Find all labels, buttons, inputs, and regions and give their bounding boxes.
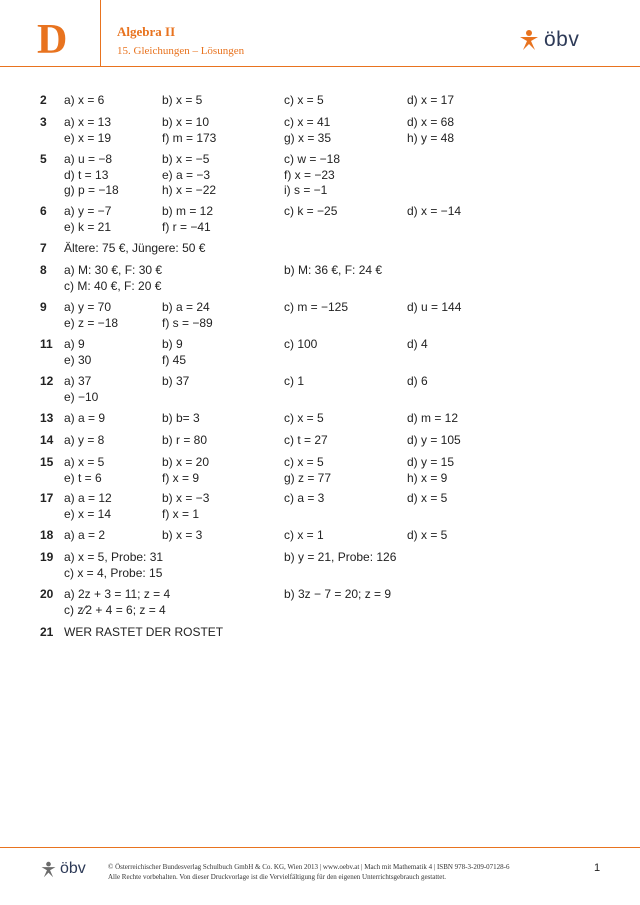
answer-item: d) x = −14	[407, 204, 462, 218]
answer-item: d) x = 68	[407, 115, 455, 129]
exercise-number: 5	[40, 152, 47, 166]
answer-item: a) y = 70	[64, 300, 112, 314]
copyright-line-1: © Österreichischer Bundesverlag Schulbuch GmbH & Co. KG, Wien 2013 | www.oebv.at | Mach mit Mathematik 4 | ISBN 978-3-209-07128-6	[108, 863, 510, 871]
answer-item: c) x = 41	[284, 115, 331, 129]
answer-row	[0, 204, 640, 219]
header-rule	[0, 66, 640, 67]
answer-item: c) x = 5	[284, 411, 324, 425]
answer-item: b) x = 5	[162, 93, 203, 107]
answer-row	[0, 491, 640, 506]
answer-item: WER RASTET DER ROSTET	[64, 625, 224, 639]
section-letter: D	[37, 17, 68, 63]
exercise-number: 13	[40, 411, 54, 425]
answer-item: d) 4	[407, 337, 428, 351]
answer-item: e) a = −3	[162, 167, 211, 182]
answer-item: c) t = 27	[284, 433, 328, 447]
answer-item: e) x = 14	[64, 506, 112, 521]
answer-item: f) s = −89	[162, 315, 213, 330]
chapter-subtitle: 15. Gleichungen – Lösungen	[117, 45, 245, 57]
answer-row	[0, 455, 640, 470]
exercise-number: 11	[40, 337, 53, 351]
answer-item: c) a = 3	[284, 491, 325, 505]
exercise-number: 12	[40, 374, 54, 388]
answer-item: f) m = 173	[162, 130, 217, 145]
answer-item: b) 9	[162, 337, 183, 351]
answer-item: e) k = 21	[64, 219, 112, 234]
answer-row	[0, 625, 640, 640]
answer-row	[0, 316, 640, 331]
answer-row	[0, 411, 640, 426]
answer-row	[0, 433, 640, 448]
exercise-number: 14	[40, 433, 54, 447]
chapter-title: Algebra II	[117, 24, 176, 39]
answer-item: d) x = 5	[407, 491, 448, 505]
answer-item: a) M: 30 €, F: 30 €	[64, 263, 163, 277]
answer-item: e) −10	[64, 389, 99, 404]
answer-item: c) z⁄2 + 4 = 6; z = 4	[64, 602, 166, 617]
answer-item: g) p = −18	[64, 183, 119, 197]
answer-item: Ältere: 75 €, Jüngere: 50 €	[64, 241, 206, 255]
answer-item: d) m = 12	[407, 411, 459, 425]
exercise-number: 20	[40, 587, 54, 601]
answer-item: h) x = −22	[162, 183, 217, 197]
exercise-number: 8	[40, 263, 47, 277]
answer-item: a) a = 9	[64, 411, 106, 425]
answer-item: a) u = −8	[64, 152, 113, 166]
answer-row	[0, 603, 640, 618]
answer-item: b) x = −3	[162, 491, 210, 505]
exercise-number: 6	[40, 204, 47, 218]
answer-item: i) s = −1	[284, 183, 328, 197]
answer-item: d) y = 15	[407, 455, 455, 469]
answer-item: c) x = 4, Probe: 15	[64, 565, 163, 580]
answer-item: f) x = 1	[162, 506, 200, 521]
answer-item: d) x = 17	[407, 93, 455, 107]
answer-row	[0, 279, 640, 294]
copyright-notice	[108, 862, 510, 882]
answer-item: b) M: 36 €, F: 24 €	[284, 263, 383, 277]
answer-item: b) r = 80	[162, 433, 208, 447]
answer-item: f) r = −41	[162, 219, 211, 234]
answer-item: d) 6	[407, 374, 428, 388]
answer-item: a) x = 5	[64, 455, 105, 469]
star-person-icon	[40, 861, 57, 878]
exercise-number: 15	[40, 455, 54, 469]
answer-row	[0, 587, 640, 602]
answer-item: g) z = 77	[284, 470, 332, 485]
publisher-logo	[518, 28, 579, 52]
answer-item: e) z = −18	[64, 315, 119, 330]
answer-item: a) x = 6	[64, 93, 105, 107]
answer-item: b) a = 24	[162, 300, 210, 314]
answer-item: b) y = 21, Probe: 126	[284, 550, 397, 564]
answer-row	[0, 300, 640, 315]
exercise-number: 19	[40, 550, 54, 564]
exercise-number: 7	[40, 241, 47, 255]
answer-row	[0, 507, 640, 522]
answer-row	[0, 528, 640, 543]
answer-row	[0, 337, 640, 352]
answer-row	[0, 183, 640, 198]
answer-item: b) 3z − 7 = 20; z = 9	[284, 587, 392, 601]
answer-row	[0, 374, 640, 389]
page-header	[0, 0, 640, 67]
answer-item: a) a = 2	[64, 528, 106, 542]
answer-row	[0, 168, 640, 183]
answer-row	[0, 471, 640, 486]
answer-item: a) x = 13	[64, 115, 112, 129]
answer-item: a) x = 5, Probe: 31	[64, 550, 164, 564]
answer-item: f) x = −23	[284, 167, 335, 182]
answer-item: h) x = 9	[407, 470, 448, 485]
exercise-number: 2	[40, 93, 47, 107]
page-number: 1	[594, 862, 601, 874]
answer-item: a) 37	[64, 374, 92, 388]
answer-item: b) 37	[162, 374, 190, 388]
answer-item: g) x = 35	[284, 130, 332, 145]
answer-item: a) y = −7	[64, 204, 112, 218]
answer-row	[0, 241, 640, 256]
answer-item: c) x = 1	[284, 528, 324, 542]
answer-item: b) x = 3	[162, 528, 203, 542]
answer-item: c) x = 5	[284, 455, 324, 469]
answer-item: a) y = 8	[64, 433, 105, 447]
answer-item: h) y = 48	[407, 130, 455, 145]
answer-item: c) M: 40 €, F: 20 €	[64, 278, 162, 293]
exercise-number: 17	[40, 491, 54, 505]
exercise-number: 9	[40, 300, 47, 314]
footer-rule	[0, 847, 640, 848]
star-person-icon	[518, 29, 540, 51]
answer-row	[0, 353, 640, 368]
answer-row	[0, 550, 640, 565]
answer-row	[0, 566, 640, 581]
exercise-number: 18	[40, 528, 54, 542]
footer-logo-text: öbv	[60, 860, 86, 877]
exercise-number: 21	[40, 625, 54, 639]
answer-row	[0, 390, 640, 405]
answer-item: c) 1	[284, 374, 305, 388]
answer-item: b) x = 10	[162, 115, 210, 129]
answer-item: f) x = 9	[162, 470, 200, 485]
header-divider	[100, 0, 101, 66]
answer-item: c) m = −125	[284, 300, 349, 314]
answer-row	[0, 263, 640, 278]
answer-row	[0, 152, 640, 167]
exercise-number: 3	[40, 115, 47, 129]
answer-item: e) 30	[64, 352, 92, 367]
answer-item: a) 2z + 3 = 11; z = 4	[64, 587, 171, 601]
answer-item: d) y = 105	[407, 433, 461, 447]
answer-item: b) x = 20	[162, 455, 210, 469]
answer-item: c) x = 5	[284, 93, 324, 107]
answer-item: f) 45	[162, 352, 187, 367]
answer-row	[0, 220, 640, 235]
answer-item: e) t = 6	[64, 470, 102, 485]
answer-item: c) k = −25	[284, 204, 338, 218]
answer-item: d) u = 144	[407, 300, 462, 314]
answer-item: a) a = 12	[64, 491, 112, 505]
answer-item: d) x = 5	[407, 528, 448, 542]
copyright-line-2: Alle Rechte vorbehalten. Von dieser Druckvorlage ist die Vervielfältigung für den eigenen Unterrichtsgebrauch gestattet.	[108, 873, 447, 881]
answer-row	[0, 115, 640, 130]
answer-item: b) x = −5	[162, 152, 210, 166]
publisher-logo-text: öbv	[544, 28, 580, 51]
answer-item: a) 9	[64, 337, 85, 351]
answer-item: c) 100	[284, 337, 318, 351]
answer-item: e) x = 19	[64, 130, 112, 145]
footer-logo	[40, 860, 86, 878]
answer-row	[0, 93, 640, 108]
answer-item: c) w = −18	[284, 152, 341, 166]
answer-item: d) t = 13	[64, 167, 109, 182]
answer-item: b) b= 3	[162, 411, 200, 425]
answer-item: b) m = 12	[162, 204, 214, 218]
answer-row	[0, 131, 640, 146]
